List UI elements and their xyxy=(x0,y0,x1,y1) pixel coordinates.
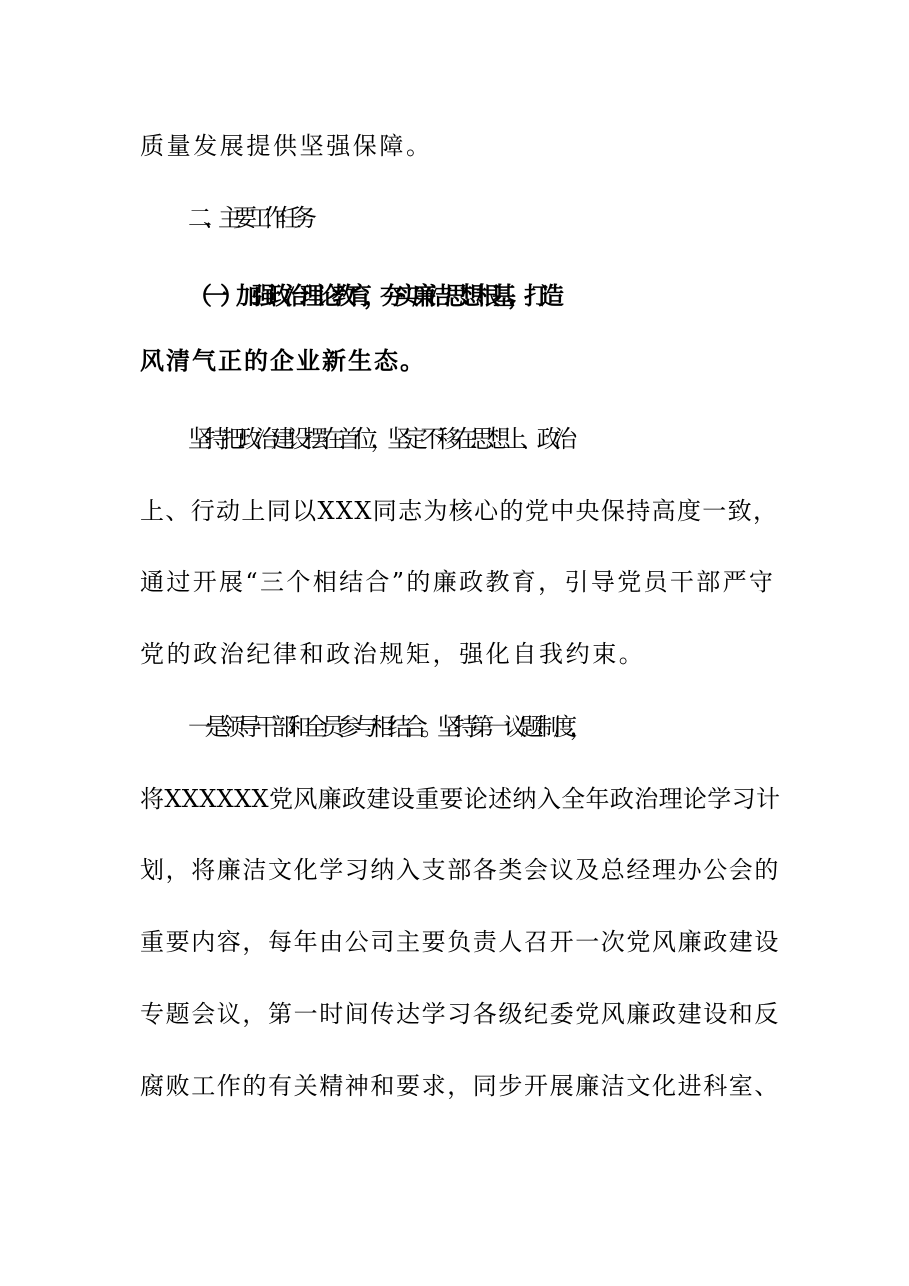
body-text-line: 党的政治纪律和政治规矩，强化自我约束。 xyxy=(140,640,646,668)
body-text-line: 划，将廉洁文化学习纳入支部各类会议及总经理办公会的 xyxy=(140,856,780,884)
body-text-line: 坚持把政治建设摆在首位，坚定不移在思想上、政治 xyxy=(188,425,570,453)
body-text-line: 一是领导干部和全员参与相结合。坚持第一议题制度， xyxy=(188,713,587,741)
body-text-line: 重要内容，每年由公司主要负责人召开一次党风廉政建设 xyxy=(140,928,780,956)
body-text-line: 腐败工作的有关精神和要求，同步开展廉洁文化进科室、 xyxy=(140,1072,780,1100)
body-text-line: 上、行动上同以XXX同志为核心的党中央保持高度一致， xyxy=(140,497,779,525)
body-text-line: 质量发展提供坚强保障。 xyxy=(140,132,433,160)
body-text-line: 专题会议，第一时间传达学习各级纪委党风廉政建设和反 xyxy=(140,1000,780,1028)
subsection-heading-continued: 风清气正的企业新生态。 xyxy=(140,347,426,375)
subsection-heading: （一）加强政治理论教育，夯实廉洁思想根基，打造 xyxy=(188,282,556,310)
body-text-line: 通过开展“三个相结合”的廉政教育，引导党员干部严守 xyxy=(140,568,776,596)
section-heading: 二、主要工作任务 xyxy=(188,204,308,232)
body-text-line: 将XXXXXX党风廉政建设重要论述纳入全年政治理论学习计 xyxy=(140,785,781,813)
